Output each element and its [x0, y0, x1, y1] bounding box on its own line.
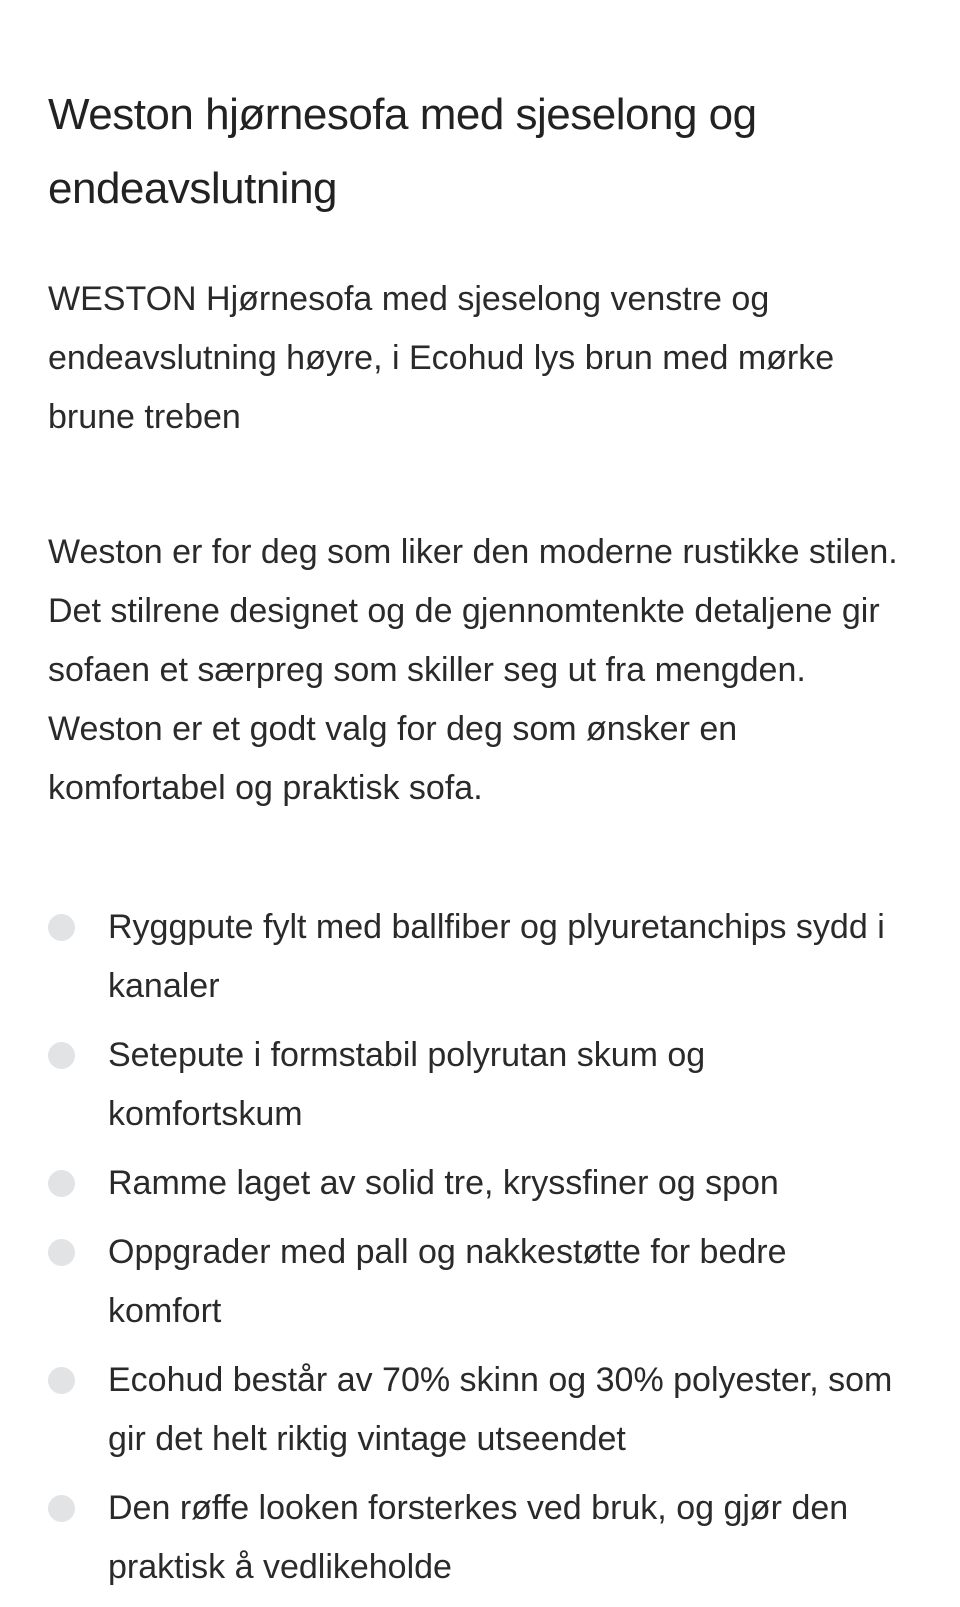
feature-item — [48, 1154, 908, 1213]
product-description: Weston er for deg som liker den moderne rustikke stilen. Det stilrene designet og de gjennomtenkte detaljene gir sofaen et særpreg som skiller seg ut fra mengden. Weston er et godt valg for deg som ønsker en komfortabel og praktisk sofa. — [48, 533, 898, 807]
bullet-icon — [48, 1170, 75, 1197]
feature-item — [48, 898, 908, 1016]
feature-text: Den røffe looken forsterkes ved bruk, og gjør den praktisk å vedlikeholde — [108, 1489, 849, 1586]
feature-list — [48, 898, 908, 1597]
bullet-icon — [48, 1367, 75, 1394]
feature-item — [48, 1479, 908, 1597]
bullet-icon — [48, 1495, 75, 1522]
feature-item — [48, 1026, 908, 1144]
bullet-icon — [48, 1042, 75, 1069]
feature-item — [48, 1223, 908, 1341]
product-title: Weston hjørnesofa med sjeselong og endeavslutning — [48, 90, 757, 213]
bullet-icon — [48, 1239, 75, 1266]
feature-text: Oppgrader med pall og nakkestøtte for bedre komfort — [108, 1233, 787, 1330]
feature-item — [48, 1351, 908, 1469]
product-details — [48, 78, 908, 1607]
feature-text: Setepute i formstabil polyrutan skum og komfortskum — [108, 1036, 706, 1133]
feature-text: Ryggpute fylt med ballfiber og plyuretanchips sydd i kanaler — [108, 908, 885, 1005]
product-subtitle: WESTON Hjørnesofa med sjeselong venstre og endeavslutning høyre, i Ecohud lys brun med mørke brune treben — [48, 280, 835, 436]
bullet-icon — [48, 914, 75, 941]
feature-text: Ramme laget av solid tre, kryssfiner og spon — [108, 1164, 779, 1202]
feature-text: Ecohud består av 70% skinn og 30% polyester, som gir det helt riktig vintage utseendet — [108, 1361, 893, 1458]
